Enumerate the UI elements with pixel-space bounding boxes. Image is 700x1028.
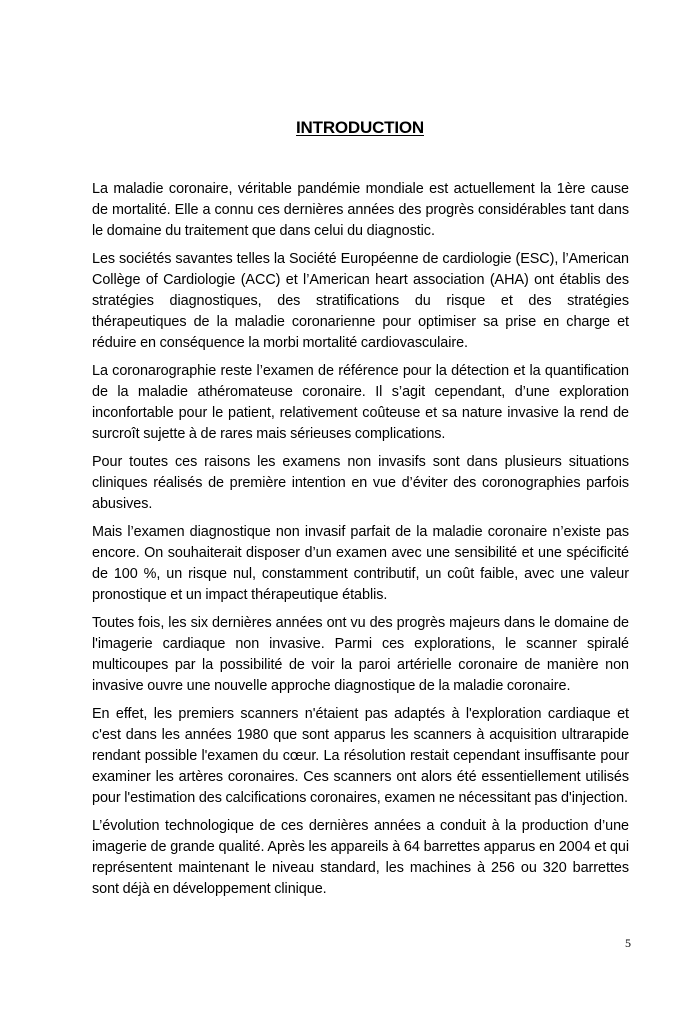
paragraph-5: Mais l’examen diagnostique non invasif parfait de la maladie coronaire n’existe pas encore. On souhaiterait disposer d’un examen avec une sensibilité et une spécificité de 100 %, un risque nul, constamment contributif, un coût faible, avec une valeur pronostique et un impact thérapeutique établis. [92,524,629,603]
paragraph-8: L’évolution technologique de ces dernières années a conduit à la production d’une imagerie de grande qualité. Après les appareils à 64 barrettes apparus en 2004 et qui représentent maintenant le niveau standard, les machines à 256 ou 320 barrettes sont déjà en développement clinique. [92,818,629,897]
paragraph-2: Les sociétés savantes telles la Société Européenne de cardiologie (ESC), l’American Collège of Cardiologie (ACC) et l’American heart association (AHA) ont établis des stratégies diagnostiques, des stratifications du risque et des stratégies thérapeutiques de la maladie coronarienne pour optimiser sa prise en charge et réduire en conséquence la morbi mortalité cardiovasculaire. [92,251,629,351]
paragraph-3: La coronarographie reste l’examen de référence pour la détection et la quantification de la maladie athéromateuse coronaire. Il s’agit cependant, d’une exploration inconfortable pour le patient, relativement coûteuse et sa nature invasive la rend de surcroît sujette à de rares mais sérieuses complications. [92,363,629,442]
paragraph-4: Pour toutes ces raisons les examens non invasifs sont dans plusieurs situations cliniques réalisés de première intention en vue d’éviter des coronographies parfois abusives. [92,454,629,512]
body-text [92,179,629,907]
paragraph-6: Toutes fois, les six dernières années ont vu des progrès majeurs dans le domaine de l'imagerie cardiaque non invasive. Parmi ces explorations, le scanner spiralé multicoupes par la possibilité de voir la paroi artérielle coronaire de manière non invasive ouvre une nouvelle approche diagnostique de la maladie coronaire. [92,615,629,694]
paragraph-1: La maladie coronaire, véritable pandémie mondiale est actuellement la 1ère cause de mortalité. Elle a connu ces dernières années des progrès considérables tant dans le domaine du traitement que dans celui du diagnostic. [92,181,629,239]
page-number: 5 [625,936,631,950]
paragraph-7: En effet, les premiers scanners n'étaient pas adaptés à l'exploration cardiaque et c'est dans les années 1980 que sont apparus les scanners à acquisition ultrarapide rendant possible l'examen du cœur. La résolution restait cependant insuffisante pour examiner les artères coronaires. Ces scanners ont alors été essentiellement utilisés pour l'estimation des calcifications coronaires, examen ne nécessitant pas d'injection. [92,706,629,806]
page-title: INTRODUCTION [296,118,424,137]
